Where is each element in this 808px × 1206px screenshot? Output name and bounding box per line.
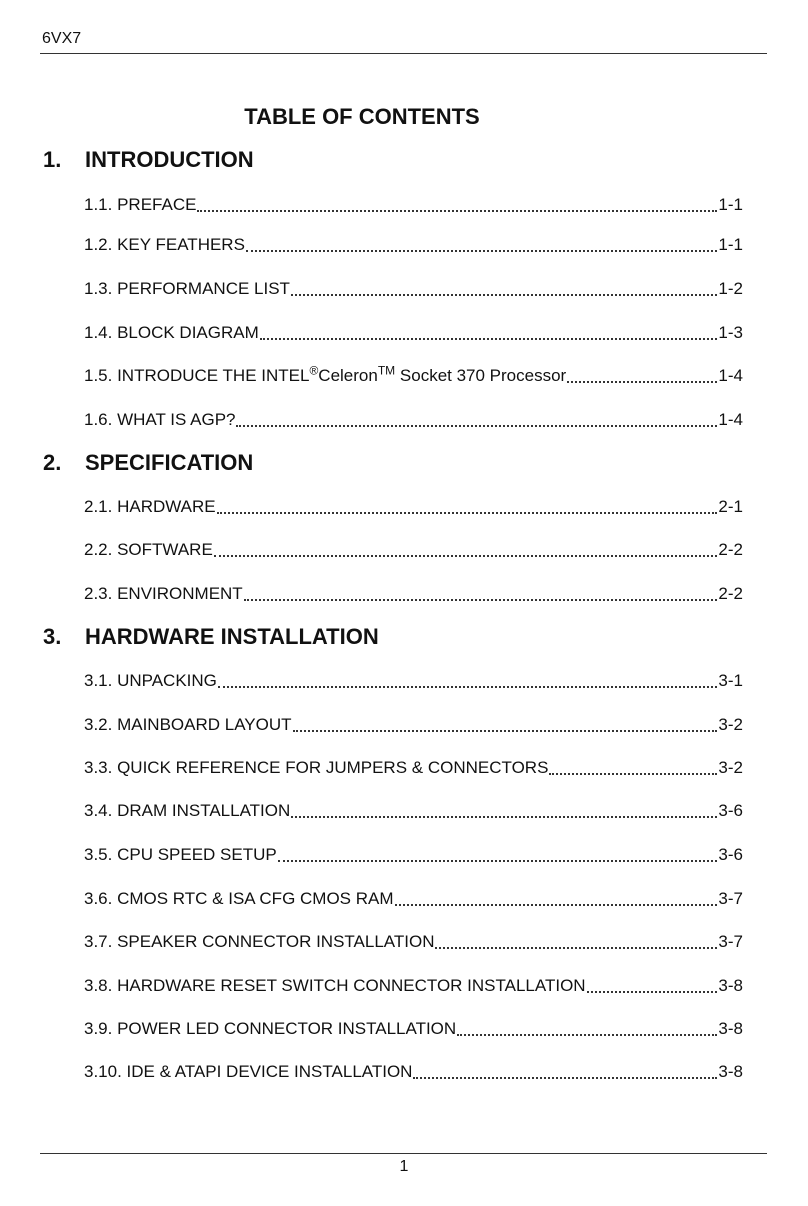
section-title: INTRODUCTION — [85, 147, 254, 172]
toc-entry[interactable] — [84, 845, 743, 865]
dot-leader — [218, 686, 718, 688]
dot-leader — [293, 730, 718, 732]
toc-entry-label: 3.7. SPEAKER CONNECTOR INSTALLATION — [84, 932, 435, 951]
toc-entry[interactable] — [84, 715, 743, 735]
toc-entry-page: 1-3 — [718, 323, 743, 342]
toc-entry-label: 3.1. UNPACKING — [84, 671, 217, 690]
toc-entry[interactable] — [84, 1062, 743, 1082]
section-title: HARDWARE INSTALLATION — [85, 624, 379, 649]
toc-entry[interactable] — [84, 584, 743, 604]
toc-entry[interactable] — [84, 497, 743, 517]
header-rule — [40, 53, 767, 54]
toc-entry-label: 2.1. HARDWARE — [84, 497, 216, 516]
toc-entry[interactable] — [84, 932, 743, 952]
toc-entry-label: 1.2. KEY FEATHERS — [84, 235, 245, 254]
dot-leader — [217, 512, 718, 514]
toc-title: TABLE OF CONTENTS — [244, 104, 480, 129]
document-model-header: 6VX7 — [42, 30, 82, 47]
dot-leader — [197, 210, 717, 212]
toc-entry[interactable] — [84, 801, 743, 821]
toc-entry[interactable] — [84, 540, 743, 560]
toc-entry-label: 3.10. IDE & ATAPI DEVICE INSTALLATION — [84, 1062, 413, 1081]
section-title: SPECIFICATION — [85, 450, 254, 475]
dot-leader — [457, 1034, 717, 1036]
dot-leader — [549, 773, 717, 775]
toc-entry-label — [84, 363, 567, 386]
toc-entry-label: 1.3. PERFORMANCE LIST — [84, 279, 290, 298]
section-heading-introduction — [43, 147, 254, 173]
toc-entry-label: 2.3. ENVIRONMENT — [84, 584, 243, 603]
toc-entry[interactable] — [84, 410, 743, 430]
section-heading-hardware-installation — [43, 624, 379, 650]
dot-leader — [278, 860, 718, 862]
dot-leader — [435, 947, 717, 949]
toc-entry-page: 1-1 — [718, 195, 743, 214]
toc-entry-page: 2-2 — [718, 584, 743, 603]
dot-leader — [395, 904, 718, 906]
toc-entry-page: 3-2 — [718, 758, 743, 777]
toc-entry-page: 1-1 — [718, 235, 743, 254]
toc-entry-page: 3-6 — [718, 801, 743, 820]
footer-rule — [40, 1153, 767, 1154]
toc-entry[interactable] — [84, 323, 743, 343]
toc-entry-page: 2-1 — [718, 497, 743, 516]
toc-entry-page: 3-1 — [718, 671, 743, 690]
page-number: 1 — [399, 1158, 409, 1175]
toc-entry[interactable] — [84, 1019, 743, 1039]
toc-entry-page: 2-2 — [718, 540, 743, 559]
toc-entry-page: 1-4 — [718, 410, 743, 429]
trademark-mark: TM — [377, 363, 396, 378]
dot-leader — [587, 991, 718, 993]
label-part: Socket 370 Processor — [395, 366, 567, 385]
toc-entry[interactable] — [84, 363, 743, 386]
section-number: 1. — [43, 147, 62, 172]
dot-leader — [236, 425, 717, 427]
toc-entry[interactable] — [84, 195, 743, 215]
toc-entry[interactable] — [84, 758, 743, 778]
toc-entry-label: 3.9. POWER LED CONNECTOR INSTALLATION — [84, 1019, 457, 1038]
dot-leader — [413, 1077, 717, 1079]
dot-leader — [214, 555, 718, 557]
section-heading-specification — [43, 450, 253, 476]
toc-entry-label: 1.6. WHAT IS AGP? — [84, 410, 236, 429]
toc-entry-label: 1.4. BLOCK DIAGRAM — [84, 323, 259, 342]
dot-leader — [567, 381, 717, 383]
toc-entry-page: 3-8 — [718, 976, 743, 995]
toc-entry[interactable] — [84, 671, 743, 691]
toc-entry-page: 3-8 — [718, 1019, 743, 1038]
toc-entry-label: 3.5. CPU SPEED SETUP — [84, 845, 277, 864]
toc-entry-page: 3-6 — [718, 845, 743, 864]
toc-entry[interactable] — [84, 889, 743, 909]
toc-entry-page: 3-7 — [718, 932, 743, 951]
toc-entry-label: 1.1. PREFACE — [84, 195, 197, 214]
toc-entry-label: 3.2. MAINBOARD LAYOUT — [84, 715, 292, 734]
toc-entry-label: 3.8. HARDWARE RESET SWITCH CONNECTOR INSTALLATION — [84, 976, 586, 995]
toc-entry-page: 1-2 — [718, 279, 743, 298]
label-part: Celeron — [318, 366, 378, 385]
toc-entry-page: 3-7 — [718, 889, 743, 908]
toc-entry-page: 3-8 — [718, 1062, 743, 1081]
toc-entry-label: 3.3. QUICK REFERENCE FOR JUMPERS & CONNECTORS — [84, 758, 549, 777]
section-number: 3. — [43, 624, 62, 649]
toc-entry[interactable] — [84, 976, 743, 996]
registered-mark: ® — [309, 363, 319, 378]
dot-leader — [291, 294, 717, 296]
dot-leader — [291, 816, 717, 818]
toc-entry-label: 3.4. DRAM INSTALLATION — [84, 801, 291, 820]
toc-entry[interactable] — [84, 235, 743, 255]
dot-leader — [246, 250, 717, 252]
dot-leader — [260, 338, 718, 340]
toc-entry-label: 3.6. CMOS RTC & ISA CFG CMOS RAM — [84, 889, 394, 908]
toc-entry-page: 1-4 — [718, 366, 743, 385]
section-number: 2. — [43, 450, 62, 475]
toc-entry[interactable] — [84, 279, 743, 299]
toc-entry-page: 3-2 — [718, 715, 743, 734]
label-part: 1.5. INTRODUCE THE INTEL — [84, 366, 310, 385]
dot-leader — [244, 599, 718, 601]
toc-entry-label: 2.2. SOFTWARE — [84, 540, 213, 559]
